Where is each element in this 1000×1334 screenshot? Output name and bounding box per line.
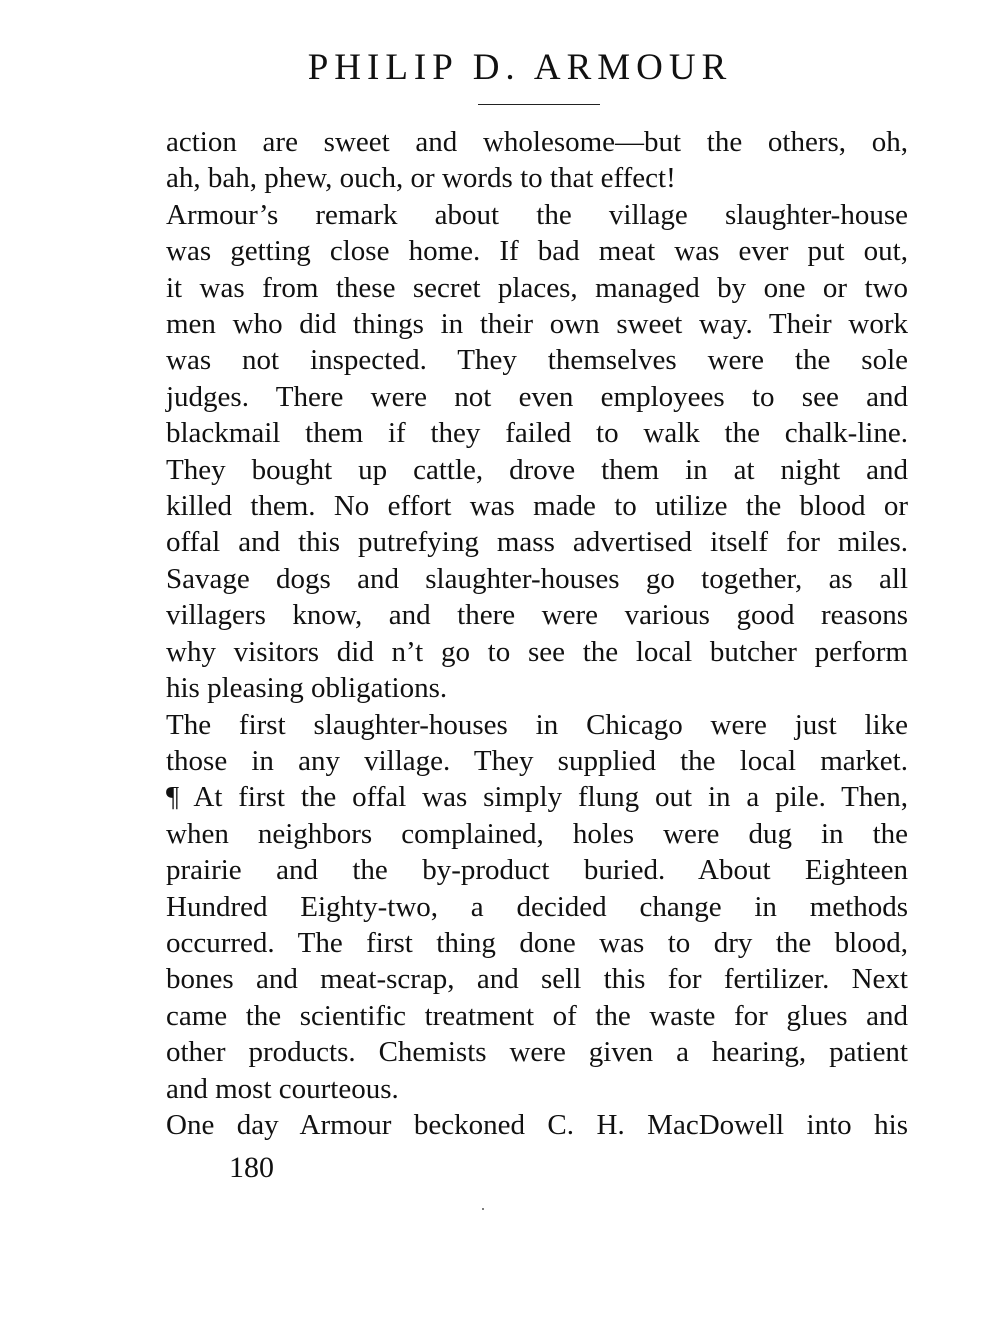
text-line: ¶ At first the offal was simply flung out in a pile. Then, bbox=[166, 781, 908, 814]
text-line: it was from these secret places, managed by one or two bbox=[166, 271, 908, 304]
text-line: occurred. The first thing done was to dry the blood, bbox=[166, 926, 908, 959]
text-line: action are sweet and wholesome—but the others, oh, bbox=[166, 126, 908, 158]
body-text bbox=[166, 124, 908, 1143]
text-line: The first slaughter-houses in Chicago were just like bbox=[166, 708, 908, 741]
text-line: when neighbors complained, holes were dug in the bbox=[166, 817, 908, 850]
text-line: Hundred Eighty-two, a decided change in methods bbox=[166, 890, 908, 923]
text-line: came the scientific treatment of the waste for glues and bbox=[166, 999, 908, 1032]
text-line: was getting close home. If bad meat was ever put out, bbox=[166, 235, 908, 268]
text-line: They bought up cattle, drove them in at night and bbox=[166, 453, 908, 486]
text-line: why visitors did n’t go to see the local butcher perform bbox=[166, 635, 908, 668]
text-line: and most courteous. bbox=[166, 1072, 399, 1105]
running-head: PHILIP D. ARMOUR bbox=[307, 47, 733, 88]
text-line: other products. Chemists were given a hearing, patient bbox=[166, 1036, 908, 1069]
text-line: bones and meat-scrap, and sell this for fertilizer. Next bbox=[166, 963, 908, 996]
text-line: villagers know, and there were various good reasons bbox=[166, 599, 908, 632]
head-rule bbox=[478, 104, 600, 105]
text-line: Armour’s remark about the village slaughter-house bbox=[166, 198, 908, 231]
text-line: Savage dogs and slaughter-houses go together, as all bbox=[166, 562, 908, 595]
page-number: 180 bbox=[229, 1151, 274, 1184]
text-line: his pleasing obligations. bbox=[166, 672, 448, 705]
text-line: prairie and the by-product buried. About Eighteen bbox=[166, 854, 908, 887]
text-line: ah, bah, phew, ouch, or words to that effect! bbox=[166, 162, 676, 195]
text-line: men who did things in their own sweet way. Their work bbox=[166, 308, 908, 341]
text-line: those in any village. They supplied the local market. bbox=[166, 744, 908, 777]
text-line: offal and this putrefying mass advertised itself for miles. bbox=[166, 526, 908, 559]
text-line: killed them. No effort was made to utilize the blood or bbox=[166, 490, 908, 523]
text-line: was not inspected. They themselves were the sole bbox=[166, 344, 908, 377]
text-line: One day Armour beckoned C. H. MacDowell into his bbox=[166, 1108, 908, 1141]
text-line: judges. There were not even employees to see and bbox=[166, 380, 908, 413]
print-speck bbox=[482, 1208, 484, 1210]
text-line: blackmail them if they failed to walk the chalk-line. bbox=[166, 417, 908, 450]
